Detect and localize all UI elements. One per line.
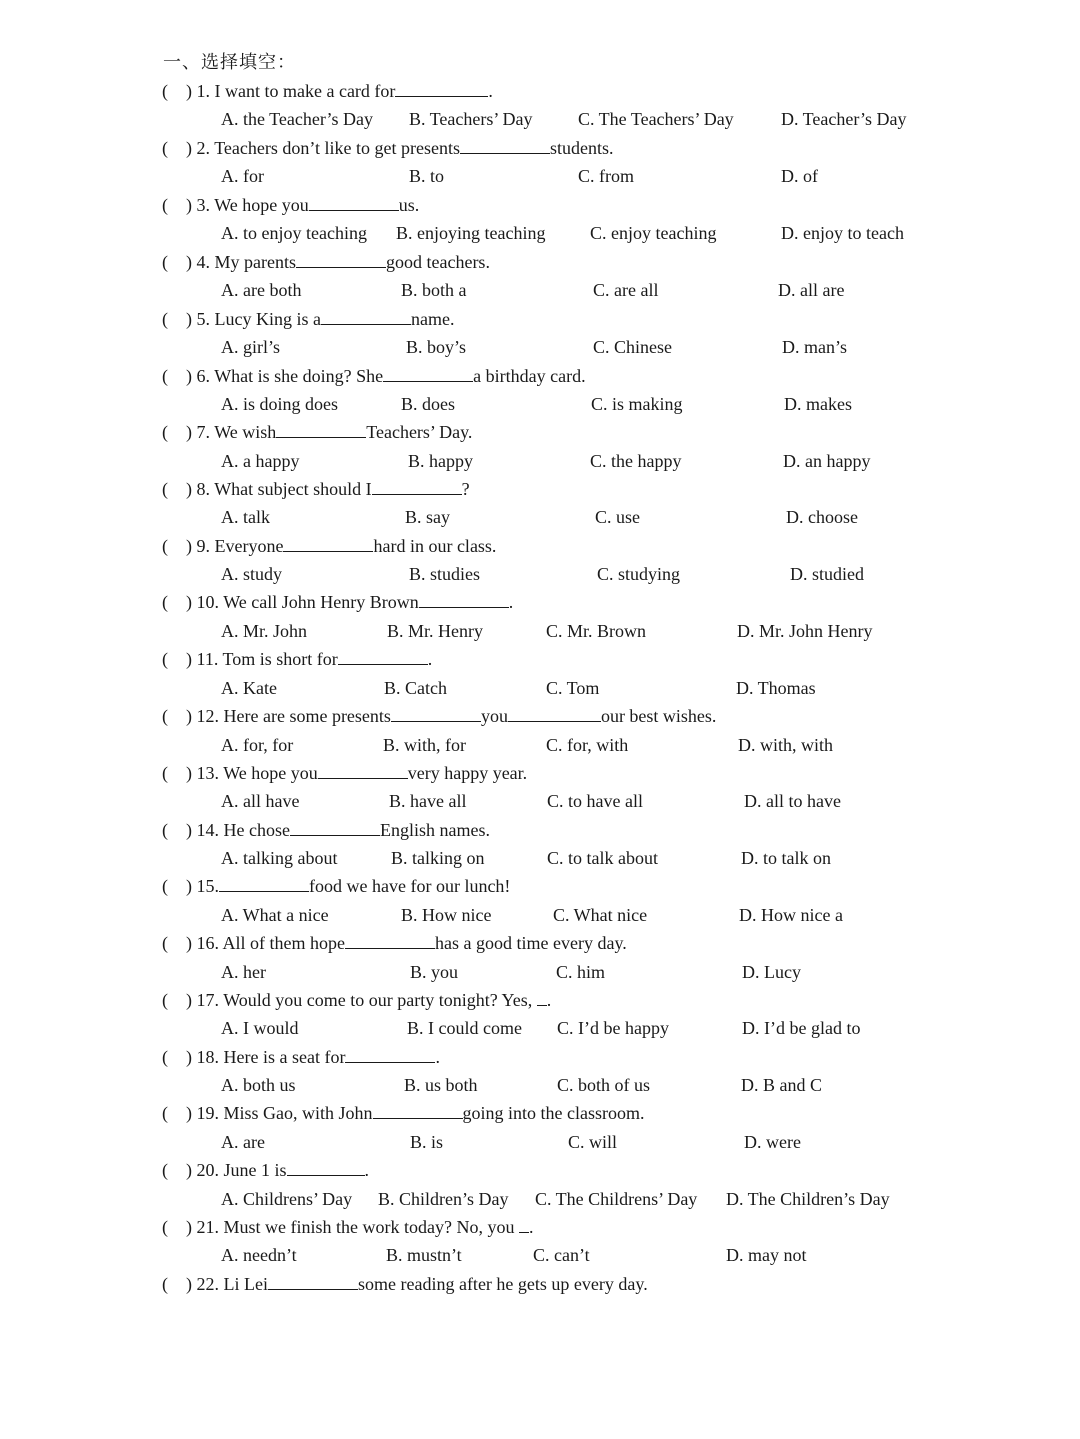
question-text: What is she doing? She: [214, 366, 384, 386]
option-a: A. both us: [221, 1075, 296, 1095]
question-number: 3.: [196, 195, 210, 215]
question-19: ( ) 19. Miss Gao, with John going into the classroom.: [162, 1103, 645, 1123]
option-c: C. to talk about: [547, 848, 658, 868]
answer-blank[interactable]: [519, 1218, 529, 1233]
question-number: 16.: [196, 933, 219, 953]
question-number: 15.: [196, 876, 219, 896]
option-a: A. girl’s: [221, 337, 281, 357]
question-5: ( ) 5. Lucy King is a name.: [162, 309, 455, 329]
question-number: 11.: [196, 649, 219, 669]
question-number: 5.: [196, 309, 210, 329]
answer-blank[interactable]: [338, 650, 428, 665]
option-c: C. The Teachers’ Day: [578, 109, 734, 129]
answer-blank[interactable]: [287, 1161, 365, 1176]
option-c: C. to have all: [547, 791, 643, 811]
question-text-after: some reading after he gets up every day.: [357, 1274, 648, 1294]
question-text-after: going into the classroom.: [462, 1103, 645, 1123]
answer-blank[interactable]: [219, 877, 309, 892]
question-15: ( ) 15. food we have for our lunch!: [162, 876, 511, 896]
option-d: D. an happy: [783, 451, 871, 471]
question-number: 18.: [196, 1047, 219, 1067]
option-b: B. How nice: [401, 905, 492, 925]
question-2: ( ) 2. Teachers don’t like to get presents students.: [162, 138, 614, 158]
question-1: ( ) 1. I want to make a card for .: [162, 81, 493, 101]
question-number: 20.: [196, 1160, 219, 1180]
question-text-mid: you: [480, 706, 508, 726]
question-3: ( ) 3. We hope you us.: [162, 195, 420, 215]
question-number: 19.: [196, 1103, 219, 1123]
question-text-after: hard in our class.: [373, 536, 497, 556]
question-text: What subject should I: [214, 479, 372, 499]
option-d: D. may not: [726, 1245, 807, 1265]
option-a: A. Kate: [221, 678, 277, 698]
option-d: D. Teacher’s Day: [781, 109, 907, 129]
answer-blank[interactable]: [345, 934, 435, 949]
question-number: 12.: [196, 706, 219, 726]
option-d: D. all are: [778, 280, 845, 300]
option-a: A. her: [221, 962, 266, 982]
question-text: Would you come to our party tonight? Yes,: [223, 990, 533, 1010]
question-22: ( ) 22. Li Lei some reading after he gets up every day.: [162, 1274, 648, 1294]
question-6: ( ) 6. What is she doing? She a birthday card.: [162, 366, 586, 386]
option-a: A. I would: [221, 1018, 299, 1038]
option-b: B. Mr. Henry: [387, 621, 483, 641]
answer-blank[interactable]: [268, 1275, 358, 1290]
option-c: C. for, with: [546, 735, 629, 755]
option-a: A. needn’t: [221, 1245, 297, 1265]
question-text: Lucy King is a: [214, 309, 321, 329]
answer-blank[interactable]: [419, 593, 509, 608]
option-a: A. is doing does: [221, 394, 338, 414]
option-c: C. the happy: [590, 451, 682, 471]
option-c: C. is making: [591, 394, 683, 414]
question-21: ( ) 21. Must we finish the work today? No, you .: [162, 1217, 534, 1237]
question-9: ( ) 9. Everyone hard in our class.: [162, 536, 497, 556]
option-c: C. enjoy teaching: [590, 223, 717, 243]
question-text-after: name.: [410, 309, 455, 329]
option-a: A. for, for: [221, 735, 294, 755]
question-text: Miss Gao, with John: [223, 1103, 373, 1123]
option-c: C. him: [556, 962, 606, 982]
answer-blank[interactable]: [309, 196, 399, 211]
option-a: A. What a nice: [221, 905, 329, 925]
question-text-after: .: [508, 592, 514, 612]
option-d: D. were: [744, 1132, 801, 1152]
option-c: C. will: [568, 1132, 618, 1152]
answer-blank[interactable]: [296, 253, 386, 268]
option-b: B. us both: [404, 1075, 478, 1095]
question-text: Here are some presents: [223, 706, 391, 726]
question-text: Must we finish the work today? No, you: [223, 1217, 515, 1237]
answer-blank[interactable]: [460, 139, 550, 154]
option-c: C. I’d be happy: [557, 1018, 669, 1038]
question-text: He chose: [223, 820, 290, 840]
option-c: C. What nice: [553, 905, 648, 925]
option-b: B. studies: [409, 564, 481, 584]
option-c: C. are all: [593, 280, 659, 300]
question-text-after: has a good time every day.: [435, 933, 627, 953]
question-text: Here is a seat for: [223, 1047, 346, 1067]
question-text-after: students.: [550, 138, 614, 158]
question-text-after: .: [427, 649, 433, 669]
option-b: B. both a: [401, 280, 467, 300]
option-b: B. to: [409, 166, 445, 186]
question-number: 14.: [196, 820, 219, 840]
option-a: A. all have: [221, 791, 300, 811]
option-b: B. does: [401, 394, 455, 414]
option-d: D. enjoy to teach: [781, 223, 904, 243]
question-text-after: .: [528, 1217, 534, 1237]
question-text-after: Teachers’ Day.: [366, 422, 473, 442]
option-b: B. enjoying teaching: [396, 223, 546, 243]
option-a: A. for: [221, 166, 264, 186]
question-13: ( ) 13. We hope you very happy year.: [162, 763, 528, 783]
question-text-after: .: [364, 1160, 369, 1180]
option-b: B. talking on: [391, 848, 485, 868]
answer-blank[interactable]: [373, 1104, 463, 1119]
option-b: B. have all: [389, 791, 467, 811]
answer-blank[interactable]: [345, 1048, 435, 1063]
option-c: C. Mr. Brown: [546, 621, 647, 641]
option-d: D. The Children’s Day: [726, 1189, 890, 1209]
section-heading: 一、选择填空：: [163, 52, 296, 72]
question-text: We hope you: [223, 763, 318, 783]
option-c: C. can’t: [533, 1245, 590, 1265]
option-a: A. are both: [221, 280, 302, 300]
option-c: C. use: [595, 507, 640, 527]
option-d: D. with, with: [738, 735, 834, 755]
option-c: C. from: [578, 166, 634, 186]
answer-blank[interactable]: [383, 367, 473, 382]
question-text: Everyone: [214, 536, 284, 556]
answer-blank[interactable]: [276, 423, 366, 438]
question-number: 10.: [196, 592, 219, 612]
option-b: B. I could come: [407, 1018, 522, 1038]
answer-blank[interactable]: [290, 821, 380, 836]
option-a: A. study: [221, 564, 283, 584]
option-a: A. are: [221, 1132, 265, 1152]
question-text-after: food we have for our lunch!: [309, 876, 511, 896]
question-text: June 1 is: [223, 1160, 287, 1180]
option-b: B. with, for: [383, 735, 466, 755]
option-a: A. the Teacher’s Day: [221, 109, 374, 129]
question-11: ( ) 11. Tom is short for .: [162, 649, 433, 669]
option-d: D. I’d be glad to: [742, 1018, 861, 1038]
option-a: A. a happy: [221, 451, 300, 471]
question-number: 1.: [196, 81, 210, 101]
question-14: ( ) 14. He chose English names.: [162, 820, 490, 840]
question-text: All of them hope: [222, 933, 345, 953]
question-text: Li Lei: [223, 1274, 268, 1294]
option-d: D. Lucy: [742, 962, 801, 982]
question-text-after: .: [546, 990, 552, 1010]
question-12: ( ) 12. Here are some presents you our best wishes.: [162, 706, 717, 726]
question-number: 4.: [196, 252, 210, 272]
option-d: D. B and C: [741, 1075, 822, 1095]
question-number: 9.: [196, 536, 210, 556]
option-a: A. Childrens’ Day: [221, 1189, 353, 1209]
question-text-after: a birthday card.: [473, 366, 586, 386]
answer-blank[interactable]: [372, 480, 462, 495]
question-text: We wish: [214, 422, 277, 442]
question-text: My parents: [214, 252, 296, 272]
option-d: D. makes: [784, 394, 852, 414]
option-c: C. both of us: [557, 1075, 651, 1095]
option-a: A. talking about: [221, 848, 338, 868]
question-text-after: ?: [461, 479, 470, 499]
question-number: 17.: [196, 990, 219, 1010]
option-d: D. man’s: [782, 337, 847, 357]
answer-blank[interactable]: [395, 82, 488, 97]
option-b: B. say: [405, 507, 450, 527]
question-text-after: .: [488, 81, 493, 101]
question-text: We call John Henry Brown: [223, 592, 419, 612]
question-text-after: good teachers.: [385, 252, 490, 272]
question-text-after: English names.: [379, 820, 490, 840]
question-text: Teachers don’t like to get presents: [214, 138, 461, 158]
question-number: 21.: [196, 1217, 219, 1237]
option-b: B. Teachers’ Day: [409, 109, 533, 129]
question-number: 2.: [196, 138, 210, 158]
answer-blank-2[interactable]: [508, 707, 601, 722]
question-text: I want to make a card for: [214, 81, 396, 101]
question-number: 7.: [196, 422, 210, 442]
option-d: D. studied: [790, 564, 864, 584]
question-4: ( ) 4. My parents good teachers.: [162, 252, 490, 272]
option-c: C. The Childrens’ Day: [535, 1189, 698, 1209]
option-b: B. mustn’t: [386, 1245, 462, 1265]
option-b: B. you: [410, 962, 459, 982]
answer-blank[interactable]: [391, 707, 481, 722]
question-number: 22.: [196, 1274, 219, 1294]
option-d: D. of: [781, 166, 818, 186]
answer-blank[interactable]: [321, 310, 411, 325]
question-7: ( ) 7. We wish Teachers’ Day.: [162, 422, 473, 442]
option-b: B. Catch: [384, 678, 447, 698]
question-17: ( ) 17. Would you come to our party tonight? Yes, .: [162, 990, 552, 1010]
answer-blank[interactable]: [537, 991, 547, 1006]
option-d: D. How nice a: [739, 905, 843, 925]
option-a: A. talk: [221, 507, 270, 527]
question-16: ( ) 16. All of them hope has a good time every day.: [162, 933, 627, 953]
question-number: 8.: [196, 479, 210, 499]
option-b: B. happy: [408, 451, 473, 471]
question-18: ( ) 18. Here is a seat for .: [162, 1047, 440, 1067]
option-d: D. Thomas: [736, 678, 816, 698]
question-number: 13.: [196, 763, 219, 783]
question-text-after: very happy year.: [407, 763, 528, 783]
question-text: Tom is short for: [222, 649, 338, 669]
question-text-after: .: [435, 1047, 440, 1067]
option-b: B. is: [410, 1132, 444, 1152]
question-text-after: us.: [398, 195, 420, 215]
option-b: B. boy’s: [406, 337, 467, 357]
option-d: D. Mr. John Henry: [737, 621, 873, 641]
option-a: A. Mr. John: [221, 621, 308, 641]
question-number: 6.: [196, 366, 210, 386]
option-d: D. choose: [786, 507, 858, 527]
option-c: C. Chinese: [593, 337, 672, 357]
option-d: D. all to have: [744, 791, 841, 811]
question-text: We hope you: [214, 195, 309, 215]
option-b: B. Children’s Day: [378, 1189, 509, 1209]
answer-blank[interactable]: [283, 537, 373, 552]
question-20: ( ) 20. June 1 is .: [162, 1160, 369, 1180]
answer-blank[interactable]: [318, 764, 408, 779]
option-c: C. Tom: [546, 678, 600, 698]
option-d: D. to talk on: [741, 848, 831, 868]
question-10: ( ) 10. We call John Henry Brown .: [162, 592, 514, 612]
question-text-after: our best wishes.: [600, 706, 717, 726]
option-c: C. studying: [597, 564, 681, 584]
option-a: A. to enjoy teaching: [221, 223, 367, 243]
question-8: ( ) 8. What subject should I ?: [162, 479, 470, 499]
